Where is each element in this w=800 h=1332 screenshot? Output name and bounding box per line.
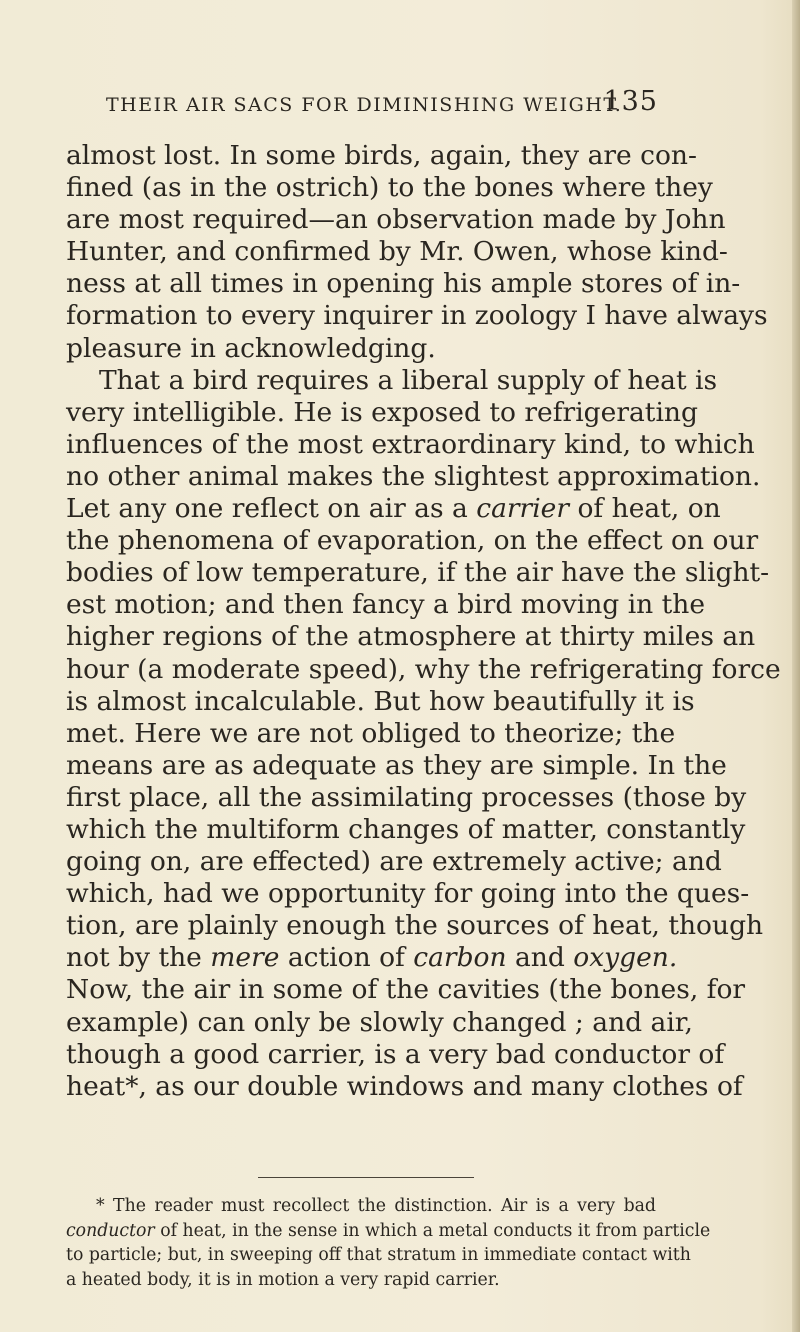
text-line: which the multiform changes of matter, constantly	[66, 813, 746, 845]
text-run: Let any one reflect on air as a	[66, 493, 477, 525]
text-run: of heat, in the sense in which a metal conducts it from particle	[154, 1220, 711, 1241]
footnote-rule	[258, 1177, 474, 1178]
text-line: means are as adequate as they are simple. In the	[66, 749, 727, 781]
italic-run: oxygen.	[573, 942, 678, 974]
text-run: not by the	[66, 942, 211, 974]
text-line	[66, 942, 678, 974]
text-run: action of	[279, 942, 414, 974]
italic-run: carbon	[413, 942, 507, 974]
text-line: though a good carrier, is a very bad conductor of	[66, 1038, 725, 1070]
text-line	[66, 493, 721, 525]
text-line: pleasure in acknowledging.	[66, 332, 436, 364]
text-line: ness at all times in opening his ample stores of in-	[66, 268, 741, 300]
footnote	[66, 1194, 711, 1292]
text-line: hour (a moderate speed), why the refrigerating force	[66, 653, 781, 685]
text-line: fined (as in the ostrich) to the bones where they	[66, 172, 713, 204]
text-run: and	[506, 942, 574, 974]
text-line: bodies of low temperature, if the air have the slight-	[66, 557, 770, 589]
text-line: heat*, as our double windows and many clothes of	[66, 1070, 743, 1102]
text-line: influences of the most extraordinary kind, to which	[66, 428, 755, 460]
text-line: no other animal makes the slightest approximation.	[66, 460, 761, 492]
text-line: the phenomena of evaporation, on the effect on our	[66, 525, 759, 557]
text-line: example) can only be slowly changed ; and air,	[66, 1006, 693, 1038]
text-line: met. Here we are not obliged to theorize; the	[66, 717, 676, 749]
footnote-line: to particle; but, in sweeping off that stratum in immediate contact with	[66, 1245, 691, 1266]
italic-run: mere	[210, 942, 280, 974]
text-line: That a bird requires a liberal supply of heat is	[99, 364, 718, 396]
page-edge	[792, 0, 800, 1332]
text-line: very intelligible. He is exposed to refrigerating	[66, 396, 698, 428]
text-line: first place, all the assimilating processes (those by	[66, 781, 747, 813]
text-line: are most required—an observation made by John	[66, 204, 726, 236]
page-header	[106, 86, 658, 120]
text-line: higher regions of the atmosphere at thirty miles an	[66, 621, 756, 653]
text-line: tion, are plainly enough the sources of heat, though	[66, 910, 764, 942]
text-run: of heat, on	[569, 493, 721, 525]
text-line: which, had we opportunity for going into the ques-	[66, 878, 750, 910]
footnote-line	[66, 1219, 711, 1244]
text-line: formation to every inquirer in zoology I have always	[66, 300, 768, 332]
text-line: Now, the air in some of the cavities (the bones, for	[66, 974, 746, 1006]
text-line: is almost incalculable. But how beautifully it is	[66, 685, 695, 717]
text-line: est motion; and then fancy a bird moving in the	[66, 589, 706, 621]
footnote-line: * The reader must recollect the distinction. Air is a very bad	[96, 1196, 656, 1216]
text-line: almost lost. In some birds, again, they are con-	[66, 140, 697, 171]
footnote-line: a heated body, it is in motion a very rapid carrier.	[66, 1269, 500, 1290]
italic-run: conductor	[66, 1220, 155, 1241]
text-line: Hunter, and confirmed by Mr. Owen, whose kind-	[66, 236, 728, 268]
italic-run: carrier	[476, 493, 570, 525]
page-number: 135	[603, 86, 658, 117]
text-line: going on, are effected) are extremely active; and	[66, 846, 722, 878]
body-text	[66, 140, 781, 1103]
running-head: THEIR AIR SACS FOR DIMINISHING WEIGHT.	[106, 94, 623, 116]
